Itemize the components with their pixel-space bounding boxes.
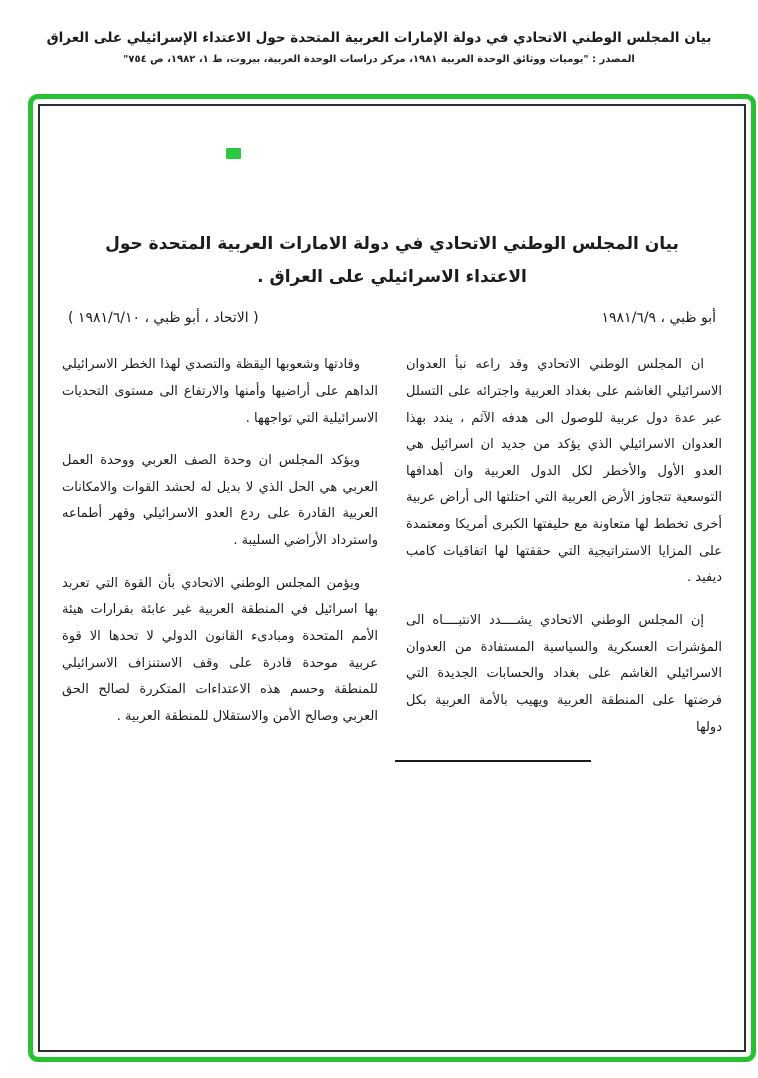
- dateline-place-date: أبو ظبي ، ١٩٨١/٦/٩: [601, 310, 716, 327]
- scanned-page: [38, 104, 746, 1052]
- footnote-divider-line: [395, 760, 591, 762]
- left-column: [62, 352, 378, 757]
- dateline-row: [62, 310, 722, 326]
- green-scan-frame: [28, 94, 756, 1062]
- paragraph: وقادتها وشعوبها اليقظة والتصدي لهذا الخطر الاسرائيلي الداهم على أراضيها وأمنها والارتفاع الى مستوى التحديات الاسرائيلية التي تواجهها .: [62, 357, 378, 426]
- statement-title: بيان المجلس الوطني الاتحادي في دولة الامارات العربية المتحدة حول الاعتداء الاسرائيلي على العراق .: [105, 234, 679, 288]
- paragraph: إن المجلس الوطني الاتحادي يشــــدد الانتبــــاه الى المؤشرات العسكرية والسياسية المستفادة من العدوان الاسرائيلي الغاشم على بغداد والحسابات الجديدة التي فرضتها على المنطقة العربية ويهيب بالأمة العربية بكل دولها: [406, 613, 722, 735]
- dateline-source-reference: ( الاتحاد ، أبو ظبي ، ١٩٨١/٦/١٠ ): [68, 310, 259, 327]
- paragraph: ان المجلس الوطني الاتحادي وقد راعه نبأ العدوان الاسرائيلي الغاشم على بغداد العربية واجترائه على التسلل عبر عدة دول عربية للوصول الى هدفه الآثم ، يندد بهذا العدوان الاسرائيلي الذي يؤكد من جديد ان اسرائيل هي العدو الأول والأخطر لكل الدول العربية وان أهدافها التوسعية تتجاوز الأرض العربية التي احتلتها الى أراض عربية أخرى تخطط لها متعاونة مع حليفتها الكبرى أمريكا ومعتمدة على المزايا الاستراتيجية التي حققتها لها اتفاقيات كامب ديفيد .: [406, 357, 722, 586]
- document-header-title: بيان المجلس الوطني الاتحادي في دولة الإمارات العربية المتحدة حول الاعتداء الإسرائيلي على العراق: [46, 30, 712, 46]
- body-columns: [62, 352, 722, 757]
- paragraph: ويؤكد المجلس ان وحدة الصف العربي ووحدة العمل العربي هي الحل الذي لا بديل له لحشد القوات والامكانات العربية القادرة على ردع العدو الاسرائيلي وقهر أطماعه واسترداد الأراضي السليبة .: [62, 453, 378, 549]
- scan-artifact-green-mark: [226, 148, 241, 159]
- document-source-citation: المصدر : "يوميات ووثائق الوحدة العربية ١٩٨١، مركز دراسات الوحدة العربية، بيروت، ط ١، ١٩٨٢، ص ٧٥٤": [123, 54, 635, 66]
- paragraph: ويؤمن المجلس الوطني الاتحادي بأن القوة التي تعربد بها اسرائيل في المنطقة العربية غير عابئة بقرارات هيئة الأمم المتحدة ومبادىء القانون الدولي لا تحدها الا قوة عربية موحدة قادرة على وقف الاستنزاف الاسرائيلي للمنطقة وحسم هذه الاعتداءات المتكررة لصالح الحق العربي وصالح الأمن والاستقلال للمنطقة العربية .: [62, 575, 378, 724]
- right-column: [406, 352, 722, 757]
